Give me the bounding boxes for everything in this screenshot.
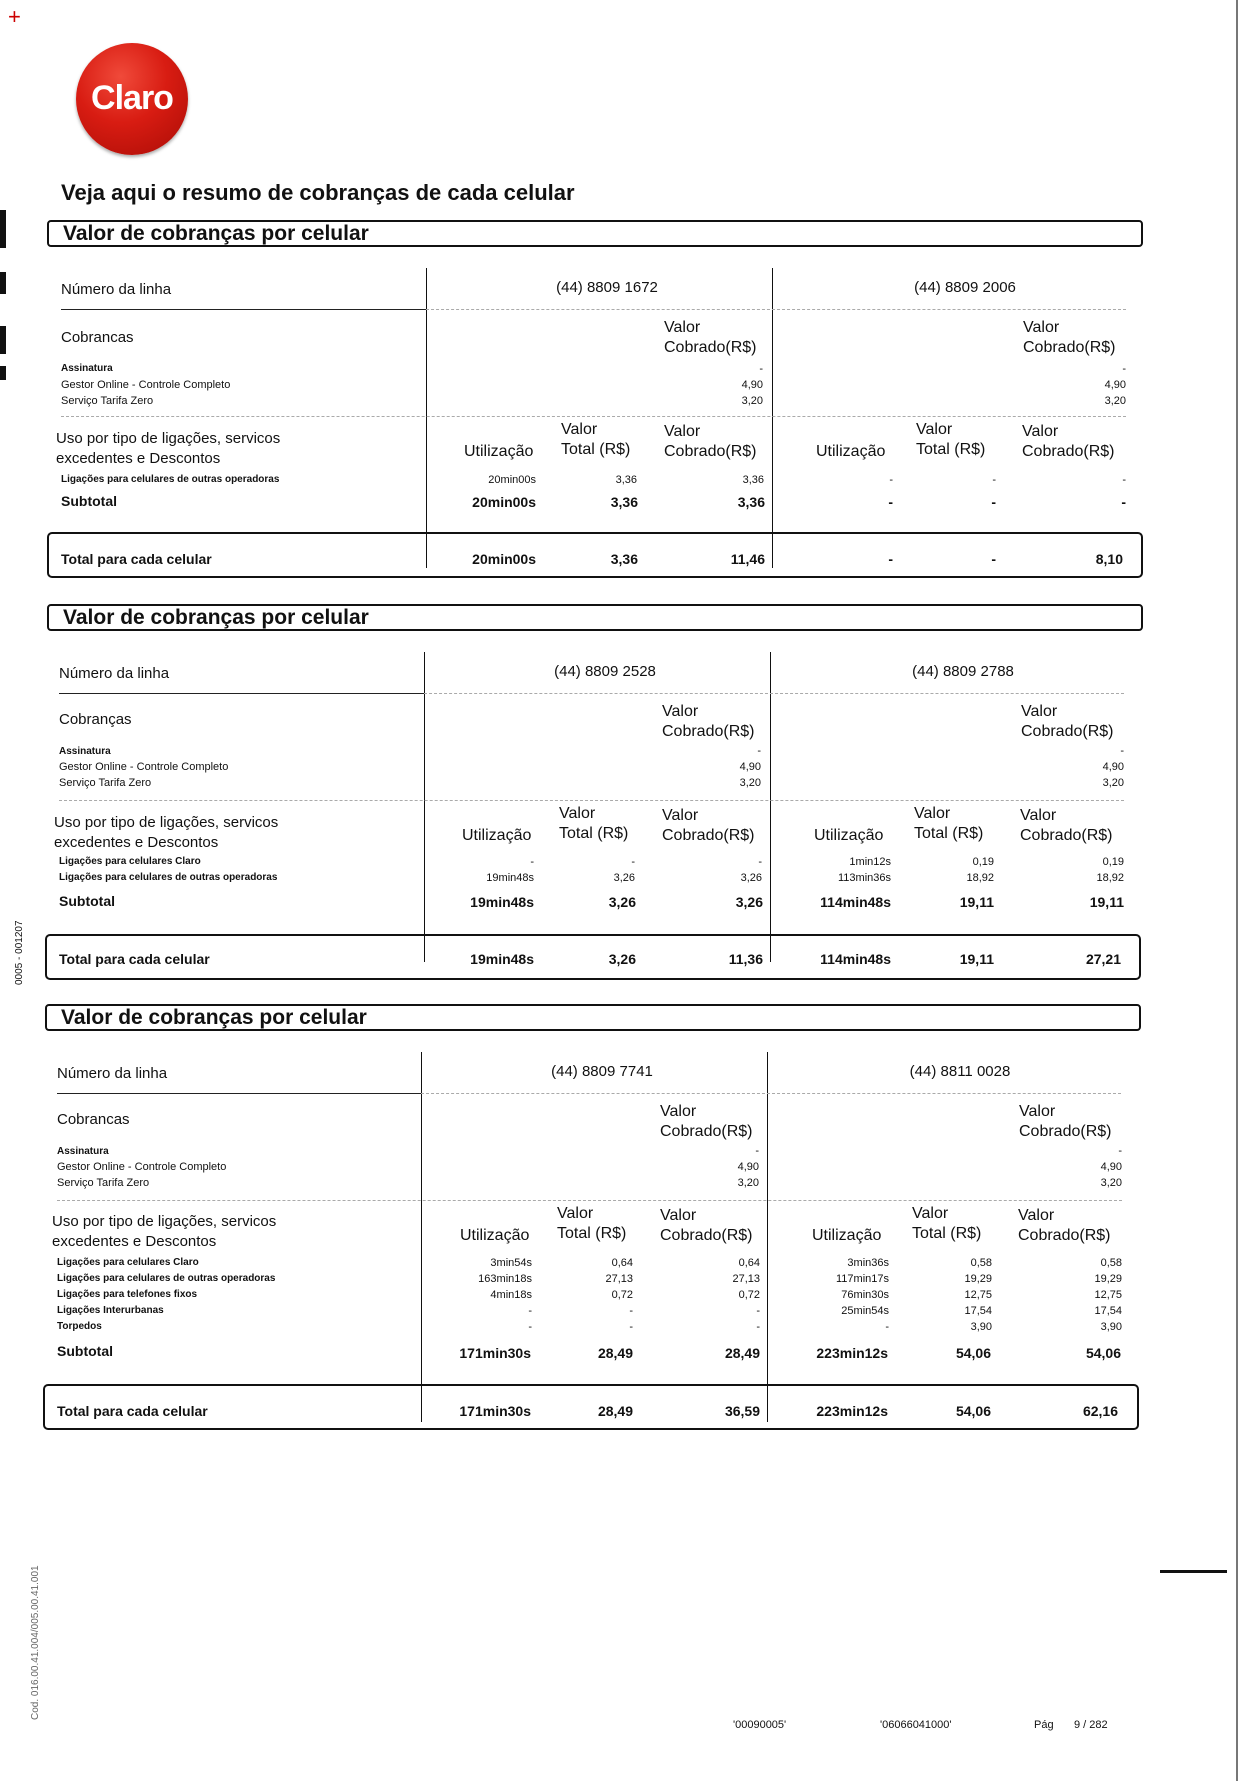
page-number: 9 / 282 [1074, 1719, 1108, 1731]
charge-value: 3,20 [739, 777, 761, 789]
usage-util: 3min54s [490, 1257, 532, 1269]
cobrancas-label: Cobrancas [57, 1111, 130, 1128]
charge-value: 3,20 [741, 395, 763, 407]
valor-cobrado-header: Valor Cobrado(R$) [1018, 1207, 1111, 1244]
gestor-label: Gestor Online - Controle Completo [61, 379, 231, 391]
total-total: 28,49 [597, 1403, 633, 1419]
usage-cobrado: 17,54 [1094, 1305, 1122, 1317]
total-total: 3,26 [608, 951, 636, 967]
usage-util: 113min36s [838, 872, 891, 884]
subtotal-total: 28,49 [597, 1345, 633, 1361]
utilizacao-header: Utilização [812, 1227, 882, 1244]
total-util: 114min48s [820, 951, 891, 967]
valor-cobrado-header: Valor Cobrado(R$) [660, 1207, 753, 1244]
phone-number-right: (44) 8811 0028 [909, 1063, 1011, 1080]
cobrancas-label: Cobrancas [61, 329, 134, 346]
total-util: 171min30s [459, 1403, 531, 1419]
usage-total: 12,75 [964, 1289, 992, 1301]
subtotal-util: 171min30s [459, 1345, 531, 1361]
usage-total: 17,54 [964, 1305, 992, 1317]
subtotal-total: 19,11 [959, 894, 994, 910]
usage-total: 3,90 [970, 1321, 992, 1333]
usage-util: 1min12s [849, 856, 891, 868]
valor-cobrado-header: Valor Cobrado(R$) [662, 703, 755, 740]
phone-number-right: (44) 8809 2788 [912, 663, 1014, 680]
section-title-box [47, 604, 1143, 631]
charges-section-1 [0, 220, 1244, 616]
usage-util: 76min30s [841, 1289, 889, 1301]
phone-number-left: (44) 8809 7741 [551, 1063, 653, 1080]
valor-total-header: Valor Total (R$) [559, 805, 629, 842]
subtotal-cobrado: - [1121, 494, 1126, 510]
valor-total-header: Valor Total (R$) [916, 421, 986, 458]
phone-number-right: (44) 8809 2006 [914, 279, 1016, 296]
usage-row-label: Ligações para celulares de outras operadoras [61, 474, 280, 485]
charge-value: - [757, 745, 761, 757]
usage-cobrado: - [756, 1321, 760, 1333]
usage-total: 0,58 [970, 1257, 992, 1269]
row-divider [424, 693, 1124, 694]
charge-value: - [755, 1145, 759, 1157]
subtotal-label: Subtotal [59, 893, 115, 909]
logo-text: Claro [91, 79, 173, 117]
usage-util: 20min00s [488, 474, 536, 486]
servico-label: Serviço Tarifa Zero [59, 777, 152, 789]
utilizacao-header: Utilização [814, 827, 884, 844]
charge-value: 4,90 [737, 1161, 759, 1173]
charge-value: 4,90 [1100, 1161, 1122, 1173]
usage-util: 25min54s [841, 1305, 889, 1317]
usage-row-label: Ligações Interurbanas [57, 1305, 164, 1316]
usage-total: 0,64 [611, 1257, 633, 1269]
column-divider [770, 652, 771, 962]
valor-cobrado-header: Valor Cobrado(R$) [1022, 423, 1115, 460]
valor-cobrado-header: Valor Cobrado(R$) [1021, 703, 1114, 740]
footer-code: Cod. 016.00.41.004/005.00.41.001 [30, 1565, 41, 1720]
charge-value: 3,20 [1102, 777, 1124, 789]
row-divider [57, 1093, 421, 1094]
usage-util: 4min18s [490, 1289, 532, 1301]
usage-util: 19min48s [486, 872, 534, 884]
total-cobrado: 27,21 [1085, 951, 1121, 967]
usage-total: 18,92 [966, 872, 994, 884]
subtotal-total: 54,06 [955, 1345, 991, 1361]
cobrancas-label: Cobranças [59, 711, 132, 728]
section-title: Valor de cobranças por celular [63, 606, 369, 629]
phone-number-left: (44) 8809 2528 [554, 663, 656, 680]
assinatura-label: Assinatura [59, 746, 111, 757]
valor-total-header: Valor Total (R$) [561, 421, 631, 458]
charge-value: 3,20 [1100, 1177, 1122, 1189]
usage-util: - [885, 1321, 889, 1333]
usage-cobrado: 3,36 [742, 474, 764, 486]
total-util: - [888, 551, 893, 567]
usage-cobrado: 3,90 [1100, 1321, 1122, 1333]
column-divider [772, 268, 773, 568]
utilizacao-header: Utilização [464, 443, 534, 460]
total-total: 3,36 [610, 551, 638, 567]
uso-label: Uso por tipo de ligações, servicos excedentes e Descontos [56, 430, 281, 467]
numero-linha-label: Número da linha [57, 1065, 168, 1082]
usage-cobrado: - [758, 856, 762, 868]
usage-cobrado: 12,75 [1094, 1289, 1122, 1301]
column-divider [421, 1052, 422, 1422]
usage-cobrado: 0,19 [1102, 856, 1124, 868]
subtotal-util: 114min48s [820, 894, 891, 910]
column-divider [426, 268, 427, 568]
page-label: Pág [1034, 1719, 1054, 1731]
usage-util: 117min17s [836, 1273, 889, 1285]
usage-cobrado: 19,29 [1094, 1273, 1122, 1285]
total-util: 20min00s [472, 551, 536, 567]
charge-value: - [1120, 745, 1124, 757]
row-divider [426, 309, 1126, 310]
uso-label: Uso por tipo de ligações, servicos excedentes e Descontos [54, 814, 279, 851]
subtotal-cobrado: 3,36 [737, 494, 765, 510]
valor-cobrado-header: Valor Cobrado(R$) [664, 319, 757, 356]
uso-label: Uso por tipo de ligações, servicos excedentes e Descontos [52, 1213, 277, 1250]
valor-cobrado-header: Valor Cobrado(R$) [1020, 807, 1113, 844]
claro-logo [76, 43, 188, 155]
usage-row-label: Ligações para telefones fixos [57, 1289, 198, 1300]
utilizacao-header: Utilização [816, 443, 886, 460]
subtotal-label: Subtotal [61, 493, 117, 509]
row-divider [61, 416, 1126, 417]
usage-total: 0,19 [972, 856, 994, 868]
section-title-box [47, 220, 1143, 247]
servico-label: Serviço Tarifa Zero [57, 1177, 150, 1189]
row-divider [59, 693, 424, 694]
usage-cobrado: - [756, 1305, 760, 1317]
footer-ref-2: '06066041000' [880, 1719, 952, 1731]
phone-number-left: (44) 8809 1672 [556, 279, 658, 296]
usage-cobrado: 0,64 [738, 1257, 760, 1269]
charges-section-3 [0, 1004, 1244, 1444]
usage-cobrado: 27,13 [732, 1273, 760, 1285]
subtotal-cobrado: 19,11 [1089, 894, 1124, 910]
usage-util: - [889, 474, 893, 486]
total-util: 19min48s [470, 951, 534, 967]
valor-total-header: Valor Total (R$) [557, 1205, 627, 1242]
usage-total: 0,72 [611, 1289, 633, 1301]
numero-linha-label: Número da linha [61, 281, 172, 298]
subtotal-label: Subtotal [57, 1343, 113, 1359]
usage-total: - [629, 1305, 633, 1317]
total-cobrado: 62,16 [1082, 1403, 1118, 1419]
subtotal-util: 19min48s [470, 894, 534, 910]
valor-cobrado-header: Valor Cobrado(R$) [1019, 1103, 1112, 1140]
margin-mark [1160, 1570, 1227, 1573]
subtotal-total: 3,36 [610, 494, 638, 510]
total-label: Total para cada celular [61, 551, 212, 567]
subtotal-cobrado: 28,49 [724, 1345, 760, 1361]
usage-cobrado: 3,26 [740, 872, 762, 884]
total-label: Total para cada celular [57, 1403, 208, 1419]
gestor-label: Gestor Online - Controle Completo [59, 761, 229, 773]
subtotal-total: - [991, 494, 996, 510]
usage-total: - [631, 856, 635, 868]
total-total: - [991, 551, 996, 567]
usage-total: 3,36 [615, 474, 637, 486]
row-divider [57, 1200, 1122, 1201]
total-cobrado: 8,10 [1095, 551, 1123, 567]
row-divider [61, 309, 426, 310]
subtotal-util: - [888, 494, 893, 510]
valor-cobrado-header: Valor Cobrado(R$) [1023, 319, 1116, 356]
column-divider [767, 1052, 768, 1422]
charge-value: 3,20 [737, 1177, 759, 1189]
subtotal-cobrado: 3,26 [735, 894, 763, 910]
usage-cobrado: - [1122, 474, 1126, 486]
charge-value: 4,90 [739, 761, 761, 773]
usage-util: 3min36s [847, 1257, 889, 1269]
column-divider [424, 652, 425, 962]
usage-total: 19,29 [964, 1273, 992, 1285]
charge-value: 4,90 [1104, 379, 1126, 391]
usage-cobrado: 18,92 [1096, 872, 1124, 884]
total-total: 19,11 [959, 951, 994, 967]
servico-label: Serviço Tarifa Zero [61, 395, 154, 407]
usage-util: 163min18s [478, 1273, 532, 1285]
section-title: Valor de cobranças por celular [61, 1006, 367, 1029]
usage-row-label: Ligações para celulares de outras operadoras [57, 1273, 276, 1284]
valor-total-header: Valor Total (R$) [914, 805, 984, 842]
charge-value: - [1118, 1145, 1122, 1157]
utilizacao-header: Utilização [462, 827, 532, 844]
charge-value: - [759, 363, 763, 375]
valor-total-header: Valor Total (R$) [912, 1205, 982, 1242]
valor-cobrado-header: Valor Cobrado(R$) [662, 807, 755, 844]
usage-util: - [528, 1321, 532, 1333]
charges-section-2 [0, 604, 1244, 1000]
usage-util: - [530, 856, 534, 868]
side-code: 0005 - 001207 [14, 920, 25, 985]
page-title: Veja aqui o resumo de cobranças de cada celular [61, 180, 575, 205]
usage-cobrado: 0,72 [738, 1289, 760, 1301]
usage-total: - [992, 474, 996, 486]
assinatura-label: Assinatura [57, 1146, 109, 1157]
charge-value: 3,20 [1104, 395, 1126, 407]
valor-cobrado-header: Valor Cobrado(R$) [660, 1103, 753, 1140]
gestor-label: Gestor Online - Controle Completo [57, 1161, 227, 1173]
total-total: 54,06 [955, 1403, 991, 1419]
usage-row-label: Ligações para celulares Claro [59, 856, 201, 867]
valor-cobrado-header: Valor Cobrado(R$) [664, 423, 757, 460]
row-divider [421, 1093, 1121, 1094]
section-title-box [45, 1004, 1141, 1031]
total-label: Total para cada celular [59, 951, 210, 967]
assinatura-label: Assinatura [61, 363, 113, 374]
subtotal-cobrado: 54,06 [1085, 1345, 1121, 1361]
section-title: Valor de cobranças por celular [63, 222, 369, 245]
utilizacao-header: Utilização [460, 1227, 530, 1244]
charge-value: 4,90 [741, 379, 763, 391]
usage-row-label: Torpedos [57, 1321, 102, 1332]
usage-total: 27,13 [605, 1273, 633, 1285]
usage-util: - [528, 1305, 532, 1317]
subtotal-util: 20min00s [472, 494, 536, 510]
charge-value: - [1122, 363, 1126, 375]
total-cobrado: 36,59 [724, 1403, 760, 1419]
usage-cobrado: 0,58 [1100, 1257, 1122, 1269]
subtotal-util: 223min12s [816, 1345, 888, 1361]
usage-row-label: Ligações para celulares de outras operadoras [59, 872, 278, 883]
total-cobrado: 11,36 [728, 951, 763, 967]
crop-mark: + [8, 4, 21, 29]
charge-value: 4,90 [1102, 761, 1124, 773]
numero-linha-label: Número da linha [59, 665, 170, 682]
total-cobrado: 11,46 [730, 551, 765, 567]
subtotal-total: 3,26 [608, 894, 636, 910]
total-util: 223min12s [816, 1403, 888, 1419]
usage-total: 3,26 [613, 872, 635, 884]
footer-ref-1: '00090005' [733, 1719, 787, 1731]
usage-row-label: Ligações para celulares Claro [57, 1257, 199, 1268]
row-divider [59, 800, 1124, 801]
usage-total: - [629, 1321, 633, 1333]
